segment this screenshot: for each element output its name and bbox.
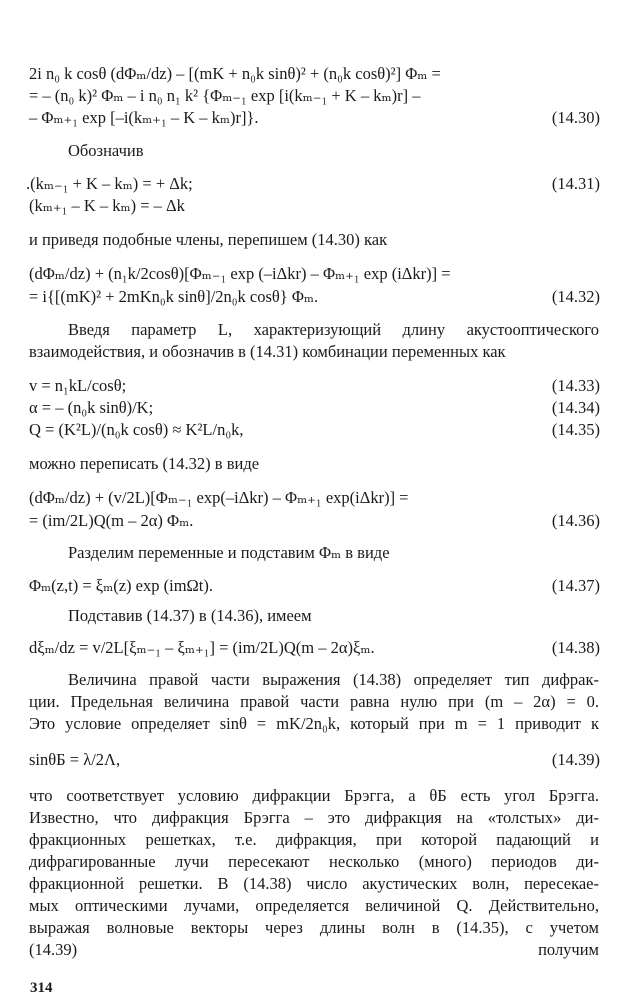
eq-14-30-line-1: 2i n₀ k cosθ (dΦₘ/dz) – [(mK + n₀k sinθ)² + (n₀k cosθ)²] Φₘ = [29,64,441,83]
text-velichina-1: Величина правой части выражения (14.38) определяет тип дифрак- [68,670,599,689]
eq-number-14-35: (14.35) [551,420,600,439]
eq-14-35: Q = (K²L)/(n₀k cosθ) ≈ K²L/n₀k, [29,420,244,439]
text-final-5: фракционной решетки. В (14.38) число акустических волн, пересекае- [29,874,599,893]
eq-number-14-37: (14.37) [551,576,600,595]
text-final-6: мых оптическими лучами, определяется величиной Q. Действительно, [29,896,599,915]
text-velichina-3: Это условие определяет sinθ = mK/2n₀k, который при m = 1 приводит к [29,714,599,733]
eq-14-39: sinθБ = λ/2Λ, [29,750,121,769]
eq-number-14-31: (14.31) [551,174,600,193]
page-number: 314 [30,980,53,996]
eq-14-32-line-1: (dΦₘ/dz) + (n₁k/2cosθ)[Φₘ₋₁ exp (–iΔkr) – Φₘ₊₁ exp (iΔkr)] = [29,264,451,283]
text-final-1: что соответствует условию дифракции Брэгга, а θБ есть угол Брэгга. [29,786,599,805]
text-razdelim: Разделим переменные и подставим Φₘ в виде [68,543,390,562]
eq-14-37: Φₘ(z,t) = ξₘ(z) exp (imΩt). [29,576,213,595]
eq-14-30-line-3: – Φₘ₊₁ exp [–i(kₘ₊₁ – K – kₘ)r]}. [29,108,259,127]
text-velichina-2: ции. Предельная величина правой части равна нулю при (m – 2α) = 0. [29,692,599,711]
eq-14-36-line-2: = (im/2L)Q(m – 2α) Φₘ. [29,511,194,530]
eq-number-14-34: (14.34) [551,398,600,417]
eq-14-33: v = n₁kL/cosθ; [29,376,127,395]
text-oboznachiv: Обозначив [68,141,144,160]
text-final-3: фракционных решетках, т.е. дифракция, при которой падающий и [29,830,599,849]
eq-14-38: dξₘ/dz = v/2L[ξₘ₋₁ – ξₘ₊₁] = (im/2L)Q(m – 2α)ξₘ. [29,638,375,657]
text-vvedya-1: Введя параметр L, характеризующий длину акустооптического [68,320,599,339]
eq-number-14-33: (14.33) [551,376,600,395]
text-final-2: Известно, что дифракция Брэгга – это дифракция на «толстых» ди- [29,808,599,827]
eq-14-31-line-2: (kₘ₊₁ – K – kₘ) = – Δk [29,196,185,215]
eq-number-14-36: (14.36) [551,511,600,530]
text-podstaviv: Подставив (14.37) в (14.36), имеем [68,606,312,625]
eq-14-32-line-2: = i{[(mK)² + 2mKn₀k sinθ]/2n₀k cosθ} Φₘ. [29,287,319,306]
eq-number-14-32: (14.32) [551,287,600,306]
text-vvedya-2: взаимодействия, и обозначив в (14.31) комбинации переменных как [29,342,506,361]
text-privedya: и приведя подобные члены, перепишем (14.30) как [29,230,388,249]
eq-14-36-line-1: (dΦₘ/dz) + (v/2L)[Φₘ₋₁ exp(–iΔkr) – Φₘ₊₁ exp(iΔkr)] = [29,488,409,507]
text-final-8: (14.39) получим [29,940,599,959]
eq-number-14-39: (14.39) [551,750,600,769]
text-final-4: дифрагированные лучи пересекают несколько (много) периодов ди- [29,852,599,871]
eq-number-14-38: (14.38) [551,638,600,657]
text-mozhno: можно переписать (14.32) в виде [29,454,260,473]
eq-14-30-line-2: = – (n₀ k)² Φₘ – i n₀ n₁ k² {Φₘ₋₁ exp [i(kₘ₋₁ + K – kₘ)r] – [29,86,421,105]
text-final-7: выражая волновые векторы через длины волн в (14.35), с учетом [29,918,599,937]
eq-14-31-line-1: .(kₘ₋₁ + K – kₘ) = + Δk; [26,174,193,193]
eq-number-14-30: (14.30) [551,108,600,127]
eq-14-34: α = – (n₀k sinθ)/K; [29,398,154,417]
